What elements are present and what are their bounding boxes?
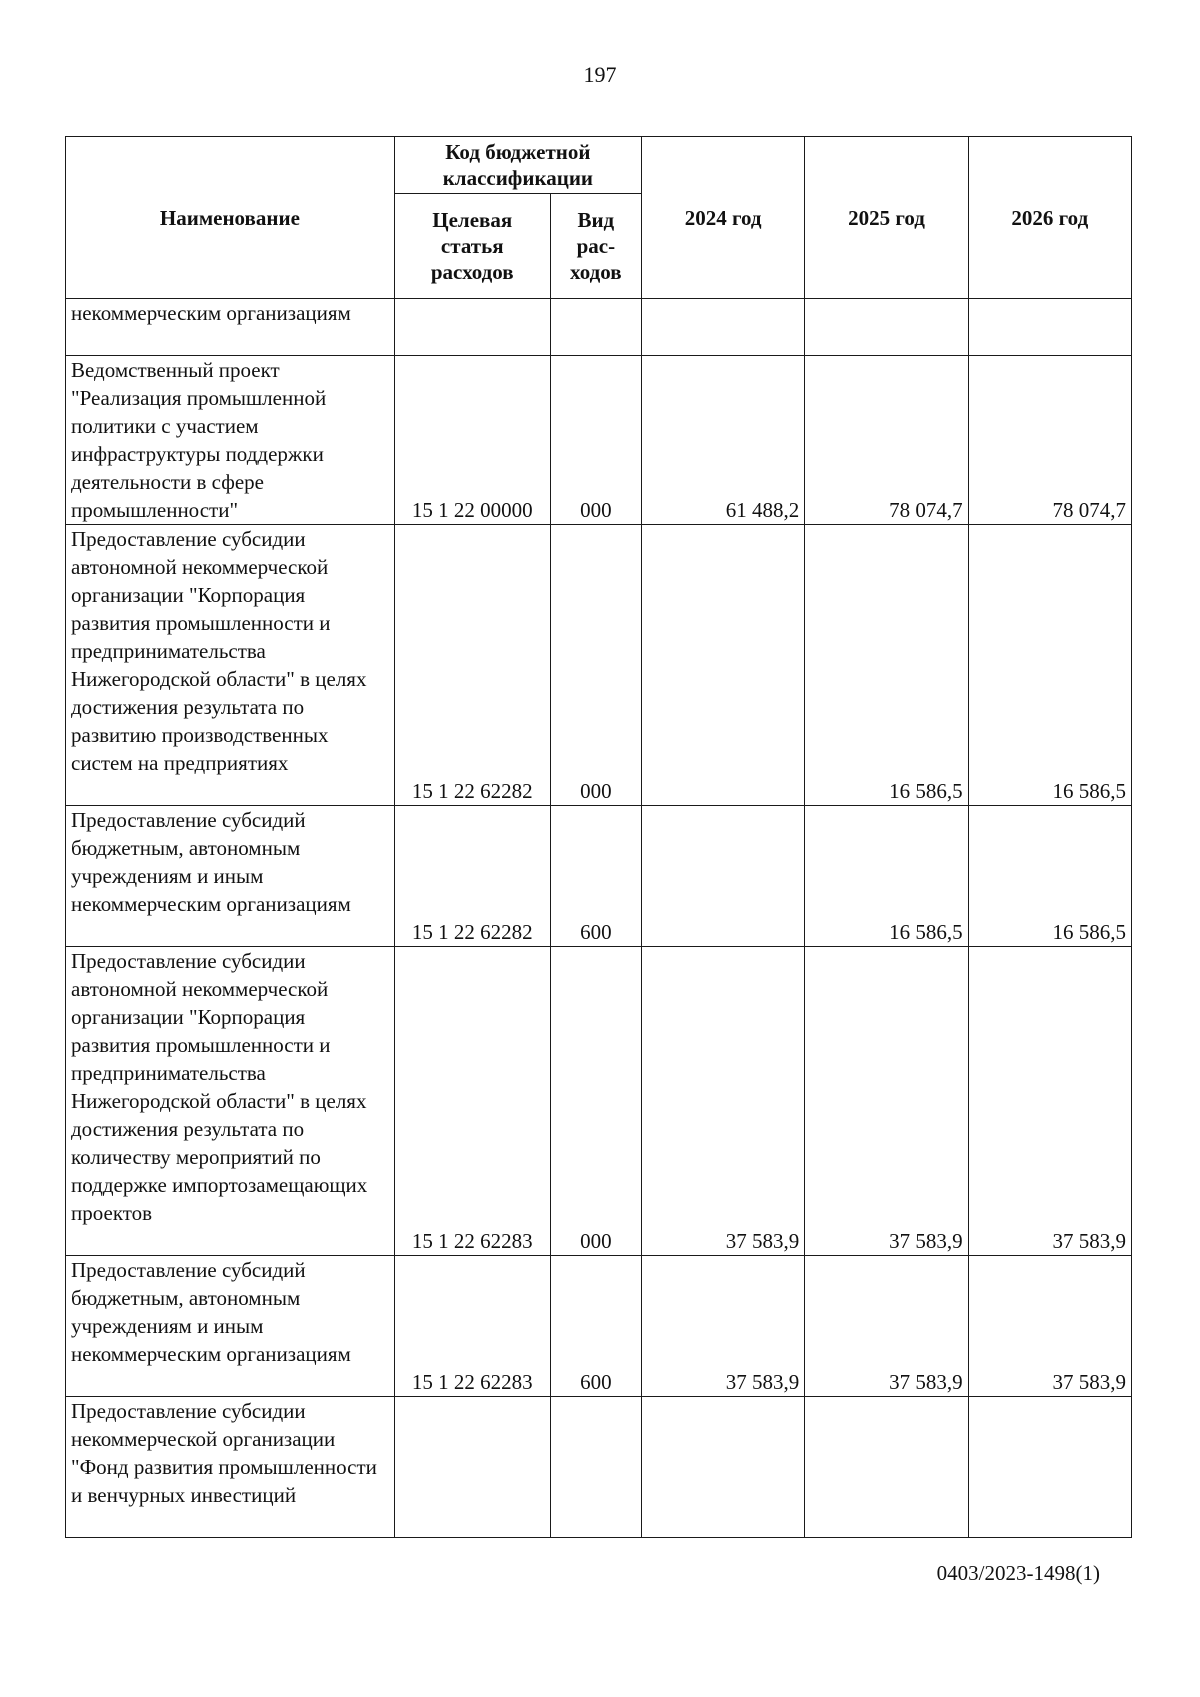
row-name: Ведомственный проект "Реализация промышленной политики с участием инфраструктуры поддержки деятельности в сфере промышленности" (66, 356, 395, 525)
row-expense-type: 000 (550, 525, 641, 806)
row-value-2024 (641, 525, 804, 806)
header-2025: 2025 год (805, 137, 968, 299)
row-value-2024: 61 488,2 (641, 356, 804, 525)
row-target-article (394, 1397, 550, 1538)
header-budget-classification-code: Код бюджетной классификации (394, 137, 641, 194)
row-name: Предоставление субсидии некоммерческой организации "Фонд развития промышленности и венчурных инвестиций (66, 1397, 395, 1538)
row-expense-type: 600 (550, 806, 641, 947)
row-target-article: 15 1 22 62283 (394, 947, 550, 1256)
row-expense-type (550, 299, 641, 356)
row-value-2025: 37 583,9 (805, 1256, 968, 1397)
row-expense-type: 600 (550, 1256, 641, 1397)
row-value-2025 (805, 1397, 968, 1538)
header-name: Наименование (66, 137, 395, 299)
row-value-2024: 37 583,9 (641, 1256, 804, 1397)
row-value-2026: 37 583,9 (968, 947, 1131, 1256)
header-2026: 2026 год (968, 137, 1131, 299)
row-name: Предоставление субсидий бюджетным, автономным учреждениям и иным некоммерческим организациям (66, 1256, 395, 1397)
header-expense-type: Вид рас-ходов (550, 194, 641, 299)
row-target-article: 15 1 22 00000 (394, 356, 550, 525)
row-value-2025: 16 586,5 (805, 806, 968, 947)
row-name: некоммерческим организациям (66, 299, 395, 356)
row-expense-type: 000 (550, 947, 641, 1256)
row-name: Предоставление субсидии автономной некоммерческой организации "Корпорация развития промышленности и предпринимательства Нижегородской области" в целях достижения результата по количеству мероприятий по поддержке импортозамещающих проектов (66, 947, 395, 1256)
page-number: 197 (583, 62, 617, 87)
row-name: Предоставление субсидии автономной некоммерческой организации "Корпорация развития промышленности и предпринимательства Нижегородской области" в целях достижения результата по развитию производственных систем на предприятиях (66, 525, 395, 806)
row-value-2025: 78 074,7 (805, 356, 968, 525)
header-2024: 2024 год (641, 137, 804, 299)
table-row (66, 806, 1132, 947)
row-value-2025: 37 583,9 (805, 947, 968, 1256)
row-target-article (394, 299, 550, 356)
header-row (66, 137, 1132, 194)
header-target-article: Целевая статья расходов (394, 194, 550, 299)
table-row (66, 525, 1132, 806)
row-target-article: 15 1 22 62283 (394, 1256, 550, 1397)
table-row (66, 356, 1132, 525)
row-value-2026: 16 586,5 (968, 525, 1131, 806)
row-value-2026: 37 583,9 (968, 1256, 1131, 1397)
row-value-2024 (641, 806, 804, 947)
table-row (66, 947, 1132, 1256)
row-value-2026 (968, 299, 1131, 356)
row-value-2024 (641, 1397, 804, 1538)
row-name: Предоставление субсидий бюджетным, автономным учреждениям и иным некоммерческим организациям (66, 806, 395, 947)
row-value-2025 (805, 299, 968, 356)
row-value-2024 (641, 299, 804, 356)
row-value-2025: 16 586,5 (805, 525, 968, 806)
table-row (66, 299, 1132, 356)
row-expense-type (550, 1397, 641, 1538)
row-value-2024: 37 583,9 (641, 947, 804, 1256)
table-row (66, 1256, 1132, 1397)
budget-table (65, 136, 1132, 1538)
row-expense-type: 000 (550, 356, 641, 525)
document-registration-code: 0403/2023-1498(1) (936, 1561, 1100, 1585)
row-target-article: 15 1 22 62282 (394, 525, 550, 806)
table-row (66, 1397, 1132, 1538)
row-value-2026: 16 586,5 (968, 806, 1131, 947)
row-target-article: 15 1 22 62282 (394, 806, 550, 947)
row-value-2026 (968, 1397, 1131, 1538)
row-value-2026: 78 074,7 (968, 356, 1131, 525)
